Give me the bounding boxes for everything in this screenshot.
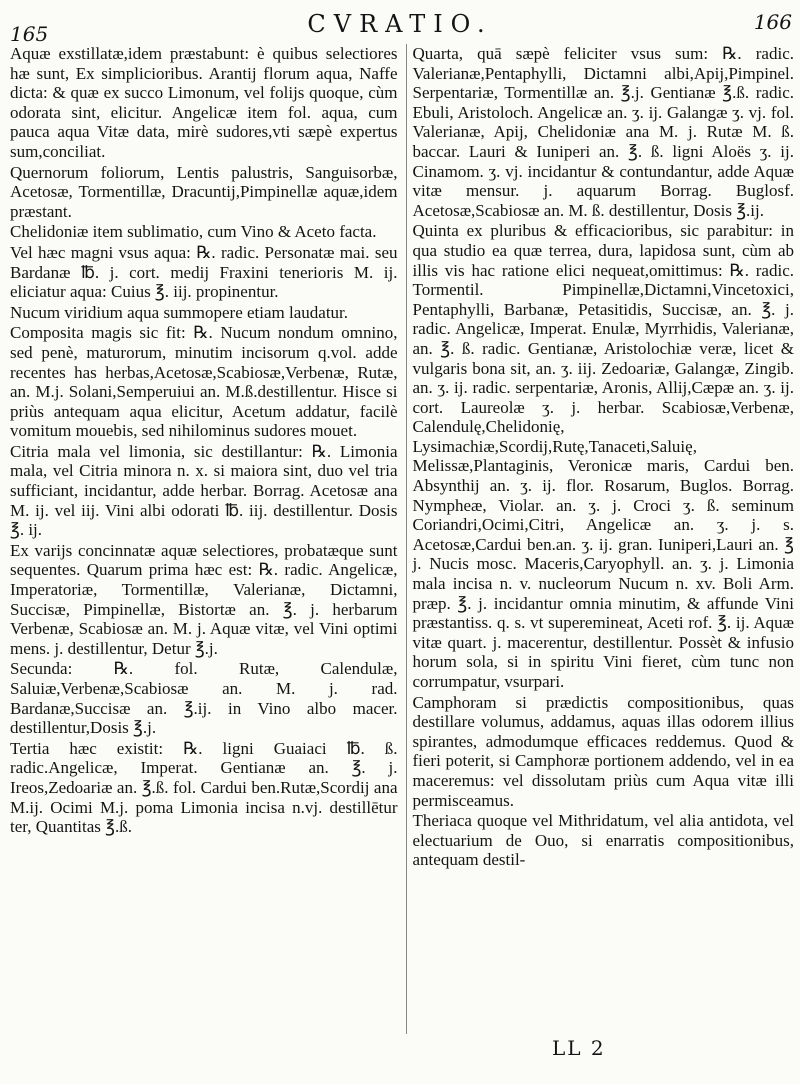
- right-column: [406, 44, 795, 1034]
- signature-mark: LL 2: [552, 1036, 606, 1060]
- paragraph: Theriaca quoque vel Mithridatum, vel alia antidota, vel electuarium de Ouo, si enarratis compositionibus, antequam destil-: [412, 811, 794, 870]
- paragraph: Quarta, quā sæpè feliciter vsus sum: ℞. radic. Valerianæ,Pentaphylli, Dictamni albi,Apij,Pimpinel. Serpentariæ, Tormentillæ an. ℥.j. Gentianæ ℥.ß. radic. Ebuli, Aristoloch. Angelicæ an. ʒ. ij. Galangæ ʒ. vj. fol. Valerianæ, Apij, Chelidoniæ ana M. j. Rutæ M. ß. baccar. Lauri & Iuniperi an. ℥. ß. ligni Aloës ʒ. ij. Cinamom. ʒ. vj. incidantur & contundantur, adde Aquæ vitæ mensur. j. aquarum Borrag. Buglosf. Acetosæ,Scabiosæ an. M. ß. destillentur, Dosis ℥.ij.: [412, 44, 794, 220]
- text-columns: [10, 44, 794, 1034]
- paragraph: Quinta ex pluribus & efficacioribus, sic parabitur: in qua studio ea quæ terrea, dura, lapidosa sunt, cùm ab illis vis hac ratione elici nequeat,omittimus: ℞. radic. Tormentil. Pimpinellæ,Dictamni,Vincetoxici, Pentaphylli, Barbanæ, Petasitidis, Succisæ, an. ℥. j. radic. Angelicæ, Imperat. Enulæ, Myrrhidis, Valerianæ, an. ℥. ß. radic. Gentianæ, Aristolochiæ veræ, licet & vulgaris bona sit, an. ʒ. iij. Zedoariæ, Galangæ, Zingib. an. ʒ. ij. radic. serpentariæ, Aronis, Allij,Cæpæ an. ʒ. ij. cort. Laureolæ ʒ. j. herbar. Scabiosæ,Verbenæ, Calendulę,Chelidonię, Lysimachiæ,Scordij,Rutę,Tanaceti,Saluię, Melissæ,Plantaginis, Veronicæ maris, Cardui ben. Absynthij an. ʒ. ij. flor. Rosarum, Buglos. Borrag. Nympheæ, Violar. an. ʒ. j. Croci ʒ. ß. seminum Coriandri,Ocimi,Citri, Angelicæ an. ʒ. j. s. Acetosæ,Cardui ben.an. ʒ. ij. gran. Iuniperi,Lauri an. ℥ j. Nucis mosc. Maceris,Caryophyll. an. ʒ. j. Limonia mala incisa n. v. nucleorum Nucum n. xv. Boli Arm. præp. ℥. j. incidantur omnia minutim, & affunde Vini præstantiss. q. s. vt superemineat, Aceti rof. ℥. ij. Aquæ vitæ quart. j. macerentur, destillentur. Possèt & infusio horum sola, si in spiritu Vini fieret, cùm tunc non corrumpatur, vsurpari.: [412, 221, 794, 691]
- page-number-right: 166: [753, 10, 792, 34]
- page-footer: [0, 1036, 800, 1066]
- page-number-left: 165: [10, 22, 49, 46]
- running-header: [0, 8, 800, 48]
- paragraph: Secunda: ℞. fol. Rutæ, Calendulæ, Saluiæ,Verbenæ,Scabiosæ an. M. j. rad. Bardanæ,Succisæ an. ℥.ij. in Vino albo macer. destillentur,Dosis ℥.j.: [10, 659, 398, 738]
- paragraph: Camphoram si prædictis compositionibus, quas destillare volumus, addamus, aquas illas odorem illius spirantes, admodumque efficaces reddemus. Quod & fieri poterit, si Camphoræ portionem addendo, vel in ea maceremus: vel dissolutam priùs cum Aqua vitæ illi permisceamus.: [412, 692, 794, 810]
- paragraph: Ex varijs concinnatæ aquæ selectiores, probatæque sunt sequentes. Quarum prima hæc est: ℞. radic. Angelicæ, Imperatoriæ, Tormentillæ, Valerianæ, Dictamni, Succisæ, Pimpinellæ, Bistortæ an. ℥. j. herbarum Verbenæ, Scabiosæ an. M. j. Aquæ vitæ, vel Vini optimi mens. j. destillentur, Detur ℥.j.: [10, 540, 398, 658]
- paragraph: Chelidoniæ item sublimatio, cum Vino & Aceto facta.: [10, 222, 377, 242]
- left-column: [10, 44, 398, 1034]
- paragraph: Aquæ exstillatæ,idem præstabunt: è quibus selectiores hæ sunt, Ex simplicioribus. Arantij florum aqua, Naffe dicta: & quæ ex succo Limonum, vel folijs quoque, cùm odorata sint, elicitur. Angelicæ item fol. aqua, cum pauca aqua Vitæ data, mirè sudores,vti sæpè expertus sum,conciliat.: [10, 44, 398, 161]
- paragraph: Vel hæc magni vsus aqua: ℞. radic. Personatæ mai. seu Bardanæ ℔. j. cort. medij Fraxini tenerioris M. ij. eliciatur aqua: Cuius ℥. iij. propinentur.: [10, 242, 398, 302]
- paragraph: Quernorum foliorum, Lentis palustris, Sanguisorbæ, Acetosæ, Tormentillæ, Dracuntij,Pimpinellæ aquæ,idem præstant.: [10, 162, 398, 221]
- paragraph: Nucum viridium aqua summopere etiam laudatur.: [10, 302, 349, 322]
- paragraph: Tertia hæc existit: ℞. ligni Guaiaci ℔. ß. radic.Angelicæ, Imperat. Gentianæ an. ℥. j. Ireos,Zedoariæ an. ℥.ß. fol. Cardui ben.Rutæ,Scordij ana M.ij. Ocimi M.j. poma Limonia incisa n.vj. destillētur ter, Quantitas ℥.ß.: [10, 738, 398, 837]
- paragraph: Citria mala vel limonia, sic destillantur: ℞. Limonia mala, vel Citria minora n. x. si maiora sint, duo vel tria sufficiant, incidantur, adde herbar. Borrag. Acetosæ ana M. ij. vel iij. Vini albi odorati ℔. iij. destillentur. Dosis ℥. ij.: [10, 441, 398, 540]
- running-title: CVRATIO.: [307, 10, 493, 38]
- paragraph: Composita magis sic fit: ℞. Nucum nondum omnino, sed penè, maturorum, minutim incisorum q.vol. adde recentes has herbas,Acetosæ,Scabiosæ,Verbenæ, Rutæ, an. M.j. Solani,Semperuiui an. M.ß.destillentur. Hisce si priùs antequam aqua elicitur, Acetum addatur, facilè vomitum mouebis, sed nihilominus sudores mouet.: [10, 323, 398, 441]
